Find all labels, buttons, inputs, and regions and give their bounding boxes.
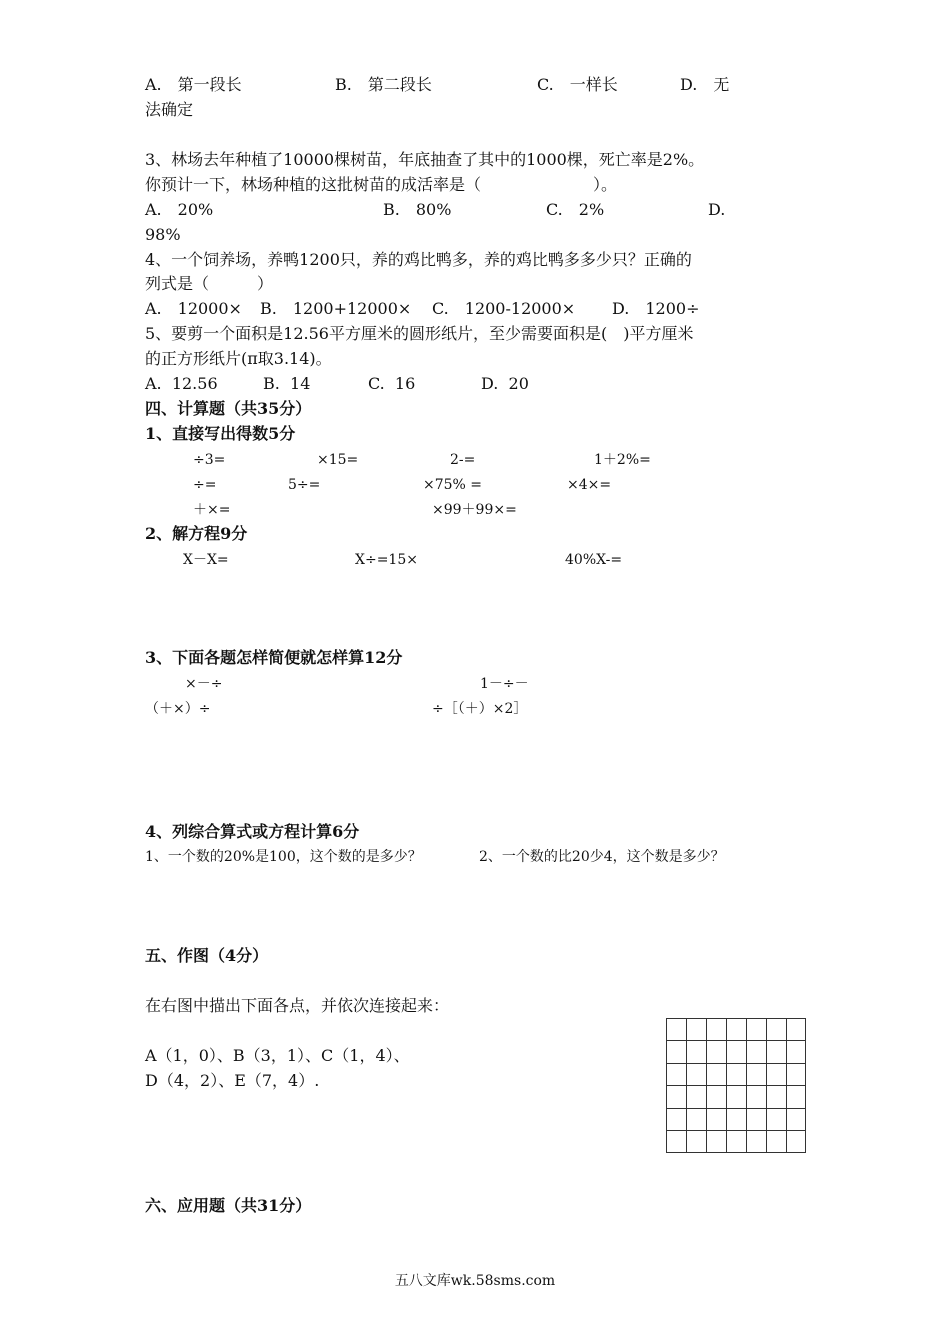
simplify-item: ÷［（＋）×2］ [432,701,528,717]
word-problem-1: 1、一个数的20%是100，这个数的是多少？ [145,849,422,865]
simplify-item: ×－÷ [185,676,223,692]
calc-item: ×15= [317,452,359,468]
simplify-item: （＋×）÷ [145,701,211,717]
word-problem-2: 2、一个数的比20少4，这个数是多少？ [479,849,725,865]
q3-option-a: A. 20% [145,200,214,219]
points-line-1: A（1，0）、B（3，1）、C（1，4）、 [145,1046,410,1065]
section-5-title: 五、作图（4分） [145,946,269,965]
q3-line2: 你预计一下，林场种植的这批树苗的成活率是（ ）。 [145,175,618,194]
part-2-title: 2、解方程9分 [145,524,248,543]
q3-option-c: C. 2% [546,200,605,219]
calc-item: 5÷= [288,477,321,493]
q4-option-a: A. 12000× [145,299,242,318]
calc-item: 1＋2%= [594,452,651,468]
calc-item: ×99＋99×= [432,502,517,518]
q2-option-b: B. 第二段长 [335,75,432,94]
q2-option-d: D. 无 [680,75,730,94]
points-line-2: D（4，2）、E（7，4）. [145,1071,320,1090]
part-3-title: 3、下面各题怎样简便就怎样算12分 [145,648,403,667]
q4-line2: 列式是（ ） [145,274,274,293]
equation-item: 40%X-= [565,552,623,568]
equation-item: X÷=15× [355,552,418,568]
q3-option-b: B. 80% [383,200,452,219]
q5-option-d: D. 20 [481,374,529,393]
q2-option-a: A. 第一段长 [145,75,242,94]
q2-option-c: C. 一样长 [537,75,618,94]
simplify-item: 1－÷－ [480,676,529,692]
page-footer: 五八文库wk.58sms.com [394,1273,556,1289]
coordinate-grid [666,1018,806,1153]
calc-item: ÷3= [193,452,226,468]
q3-option-d: D. [708,200,726,219]
part-4-title: 4、列综合算式或方程计算6分 [145,822,360,841]
q2-option-d-cont: 法确定 [145,100,194,119]
q3-line1: 3、林场去年种植了10000棵树苗，年底抽查了其中的1000棵，死亡率是2%。 [145,150,705,169]
q3-option-d-cont: 98% [145,225,181,244]
drawing-instruction: 在右图中描出下面各点，并依次连接起来： [145,996,450,1015]
q4-option-c: C. 1200-12000× [432,299,576,318]
q4-option-d: D. 1200÷ [612,299,700,318]
equation-item: X－X= [183,552,229,568]
part-1-title: 1、直接写出得数5分 [145,424,296,443]
calc-item: ÷= [193,477,217,493]
section-6-title: 六、应用题（共31分） [145,1196,312,1215]
q5-option-a: A. 12.56 [145,374,218,393]
q4-option-b: B. 1200+12000× [260,299,412,318]
q5-line1: 5、要剪一个面积是12.56平方厘米的圆形纸片，至少需要面积是( )平方厘米 [145,324,694,343]
calc-item: ＋×= [193,502,231,518]
q4-line1: 4、一个饲养场，养鸭1200只，养的鸡比鸭多，养的鸡比鸭多多少只？正确的 [145,250,692,269]
q5-option-c: C. 16 [368,374,416,393]
q5-line2: 的正方形纸片(π取3.14)。 [145,349,332,368]
calc-item: ×75% = [423,477,483,493]
q5-option-b: B. 14 [263,374,311,393]
section-4-title: 四、计算题（共35分） [145,399,312,418]
calc-item: 2-= [450,452,476,468]
calc-item: ×4×= [567,477,612,493]
